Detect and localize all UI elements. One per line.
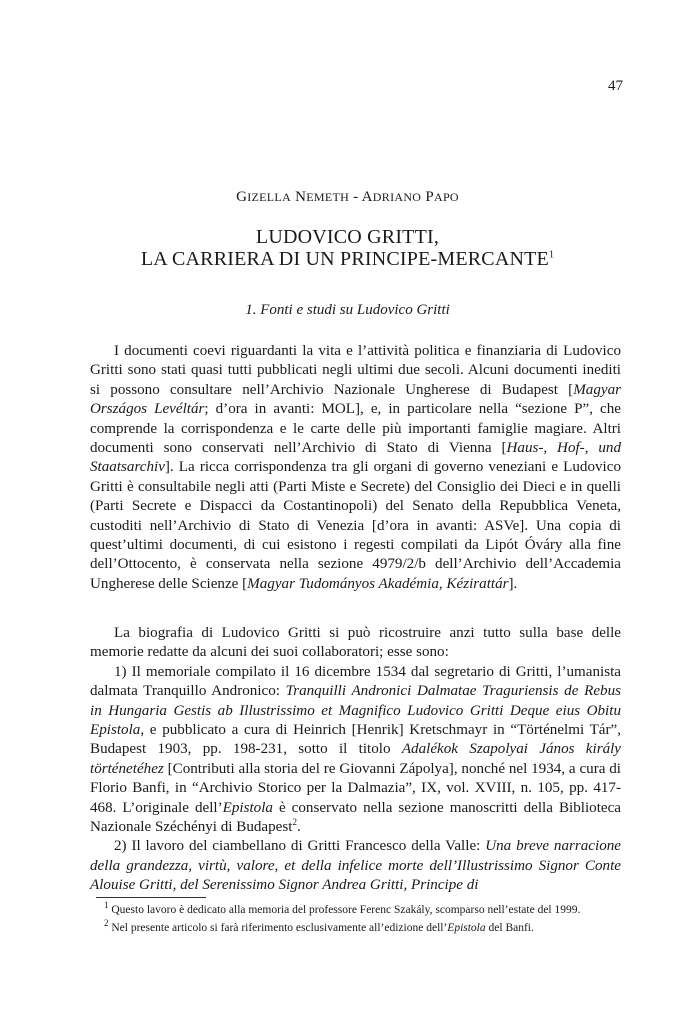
author-2-last: PAPO bbox=[425, 189, 459, 205]
author-separator: - bbox=[349, 189, 362, 205]
body-section-sources bbox=[90, 624, 621, 896]
author-2-first: ADRIANO bbox=[361, 189, 422, 205]
footnote-divider bbox=[96, 897, 206, 898]
author-1-first: GIZELLA bbox=[236, 189, 292, 205]
section-heading: 1. Fonti e studi su Ludovico Gritti bbox=[245, 302, 450, 318]
footnote-2: $^2$ Nel presente articolo si farà riferimento esclusivamente all’edizione dell’Epistola del Banfi. bbox=[104, 918, 534, 934]
list-item-2: 2) Il lavoro del ciambellano di Gritti Francesco della Valle: Una breve narracione della grandezza, virtù, valore, et della infelice morte dell’Illustrissimo Signor Conte Alouise Gritti, del Serenissimo Signor Andrea Gritti, Principe di bbox=[90, 838, 621, 894]
footnote-1: $^1$ Questo lavoro è dedicato alla memoria del professore Ferenc Szakály, scomparso nell’estate del 1999. bbox=[104, 900, 581, 916]
list-item-1: 1) Il memoriale compilato il 16 dicembre 1534 dal segretario di Gritti, l’umanista dalmata Tranquillo Andronico: Tranquilli Andronici Dalmatae Traguriensis de Rebus in Hungaria Gestis ab Illustrissimo et Magnifico Ludovico Gritti Deque eius Obitu Epistola, e pubblicato a cura di Heinrich [Henrik] Kretschmayr in “Történelmi Tár”, Budapest 1903, pp. 198-231, sotto il titolo Adalékok Szapolyai János király történetéhez [Contributi alla storia del re Giovanni Zápolya], nonché nel 1934, a cura di Florio Banfi, in “Archivio Storico per la Dalmazia”, IX, vol. XVIII, n. 105, pp. 417-468. L’originale dell’Epistola è conservato nella sezione manoscritti della Biblioteca Nazionale Széchényi di Budapest$^2$. bbox=[90, 663, 622, 836]
footnote-ref-2: 2 bbox=[292, 817, 297, 828]
authors-line bbox=[0, 189, 695, 206]
footnotes bbox=[90, 900, 621, 935]
author-1-last: NEMETH bbox=[295, 189, 350, 205]
body-paragraph-1: I documenti coevi riguardanti la vita e l’attività politica e finanziaria di Ludovico Gritti sono stati quasi tutti pubblicati negli ultimi due secoli. Alcuni documenti inediti si possono consultare nell’Archivio Nazionale Ungherese di Budapest [Magyar Országos Levéltár; d’ora in avanti: MOL], e, in particolare nella “sezione P”, che comprende la corrispondenza e le carte delle più importanti famiglie magiare. Altri documenti sono conservati nell’Archivio di Stato di Vienna [Haus-, Hof-, und Staatsarchiv]. La ricca corrispondenza tra gli organi di governo veneziani e Ludovico Gritti è consultabile negli atti (Parti Miste e Secrete) del Consiglio dei Dieci e in quelli (Parti Secrete e Dispacci da Costantinopoli) del Senato della Repubblica Veneta, custoditi nell’Archivio di Stato di Venezia [d’ora in avanti: ASVe]. Una copia di quest’ultimi documenti, di cui esistono i regesti compilati da Lipót Óváry alla fine dell’Ottocento, è conservata nella sezione 4979/2/b dell’Archivio dell’Accademia Ungherese delle Scienze [Magyar Tudományos Akadémia, Kézirattár]. bbox=[90, 343, 621, 592]
body-paragraph-2: La biografia di Ludovico Gritti si può ricostruire anzi tutto sulla base delle memorie redatte da alcuni dei suoi collaboratori; esse sono: bbox=[90, 625, 621, 661]
article-title bbox=[0, 226, 695, 270]
title-line-1: LUDOVICO GRITTI, bbox=[255, 226, 440, 248]
title-footnote-mark: 1 bbox=[548, 249, 555, 261]
title-line-2: LA CARRIERA DI UN PRINCIPE-MERCANTE$^1$ bbox=[140, 248, 555, 270]
page-number: 47 bbox=[608, 78, 623, 94]
